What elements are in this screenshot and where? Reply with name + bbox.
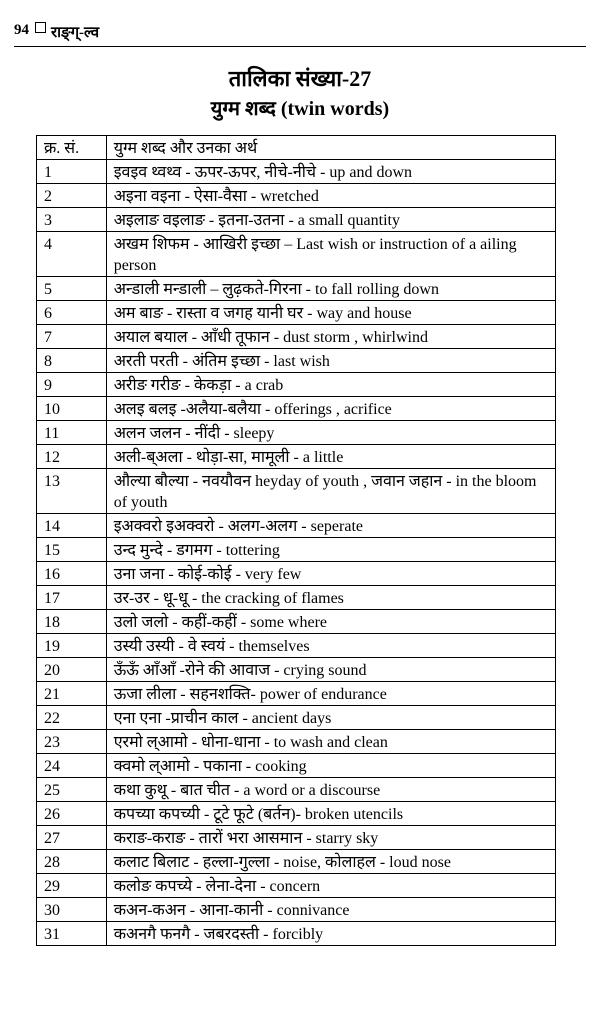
row-serial: 8 <box>37 349 107 373</box>
row-serial: 28 <box>37 850 107 874</box>
row-serial: 14 <box>37 514 107 538</box>
table-row <box>37 658 556 682</box>
row-serial: 10 <box>37 397 107 421</box>
row-serial: 17 <box>37 586 107 610</box>
table-subtitle: युग्म शब्द (twin words) <box>210 98 390 120</box>
table-row <box>37 445 556 469</box>
square-bullet-icon <box>35 22 46 33</box>
row-serial: 6 <box>37 301 107 325</box>
row-twin-word: एरमो ल्आमो - धोना-धाना - to wash and clean <box>106 730 555 754</box>
column-header-words: युग्म शब्द और उनका अर्थ <box>106 136 555 160</box>
table-row <box>37 706 556 730</box>
table-row <box>37 301 556 325</box>
table-row <box>37 922 556 946</box>
row-twin-word: कराङ-कराङ - तारों भरा आसमान - starry sky <box>106 826 555 850</box>
row-twin-word: उन्द मुन्दे - डगमग - tottering <box>106 538 555 562</box>
row-twin-word: अयाल बयाल - आँधी तूफान - dust storm , whirlwind <box>106 325 555 349</box>
row-serial: 19 <box>37 634 107 658</box>
row-twin-word: अइलाङ वइलाङ - इतना-उतना - a small quantity <box>106 208 555 232</box>
row-twin-word: अइना वइना - ऐसा-वैसा - wretched <box>106 184 555 208</box>
row-twin-word: कथा कुथू - बात चीत - a word or a discourse <box>106 778 555 802</box>
row-serial: 5 <box>37 277 107 301</box>
row-twin-word: अरीङ गरीङ - केकड़ा - a crab <box>106 373 555 397</box>
row-serial: 12 <box>37 445 107 469</box>
row-twin-word: अखम शिफम - आखिरी इच्छा – Last wish or instruction of a ailing person <box>106 232 555 277</box>
row-twin-word: कअनगै फनगै - जबरदस्ती - forcibly <box>106 922 555 946</box>
page-number: 94 <box>14 22 29 38</box>
table-row <box>37 325 556 349</box>
table-row <box>37 514 556 538</box>
row-twin-word: अली-ब्अला - थोड़ा-सा, मामूली - a little <box>106 445 555 469</box>
row-serial: 30 <box>37 898 107 922</box>
row-twin-word: कलोङ कपच्ये - लेना-देना - concern <box>106 874 555 898</box>
row-serial: 22 <box>37 706 107 730</box>
twin-words-table <box>36 135 556 946</box>
table-row <box>37 208 556 232</box>
row-serial: 7 <box>37 325 107 349</box>
row-serial: 23 <box>37 730 107 754</box>
table-row <box>37 754 556 778</box>
table-row <box>37 898 556 922</box>
table-row <box>37 586 556 610</box>
row-twin-word: अलन जलन - नींदी - sleepy <box>106 421 555 445</box>
row-twin-word: उलो जलो - कहीं-कहीं - some where <box>106 610 555 634</box>
book-title: राङ्ग्-ल्व <box>51 25 100 41</box>
row-twin-word: कलाट बिलाट - हल्ला-गुल्ला - noise, कोलाहल - loud nose <box>106 850 555 874</box>
row-serial: 11 <box>37 421 107 445</box>
table-row <box>37 421 556 445</box>
row-twin-word: कअन-कअन - आना-कानी - connivance <box>106 898 555 922</box>
row-serial: 27 <box>37 826 107 850</box>
table-titles <box>0 64 600 124</box>
row-serial: 31 <box>37 922 107 946</box>
table-row <box>37 349 556 373</box>
table-row <box>37 397 556 421</box>
table-row <box>37 682 556 706</box>
row-serial: 29 <box>37 874 107 898</box>
table-row <box>37 634 556 658</box>
table-body <box>37 160 556 946</box>
table-row <box>37 469 556 514</box>
table-caption: तालिका संख्या-27 <box>228 66 372 91</box>
table-row <box>37 184 556 208</box>
row-twin-word: अन्डाली मन्डाली – लुढ़कते-गिरना - to fall rolling down <box>106 277 555 301</box>
table-row <box>37 610 556 634</box>
row-serial: 25 <box>37 778 107 802</box>
row-twin-word: अम बाङ - रास्ता व जगह यानी घर - way and house <box>106 301 555 325</box>
row-serial: 21 <box>37 682 107 706</box>
row-serial: 4 <box>37 232 107 277</box>
row-twin-word: उना जना - कोई-कोई - very few <box>106 562 555 586</box>
row-serial: 16 <box>37 562 107 586</box>
row-serial: 24 <box>37 754 107 778</box>
table-row <box>37 373 556 397</box>
row-twin-word: उर-उर - धू-धू - the cracking of flames <box>106 586 555 610</box>
row-twin-word: ऊजा लीला - सहनशक्ति- power of endurance <box>106 682 555 706</box>
row-serial: 26 <box>37 802 107 826</box>
column-header-serial: क्र. सं. <box>37 136 107 160</box>
row-twin-word: ऊँऊँ आँआँ -रोने की आवाज - crying sound <box>106 658 555 682</box>
table-row <box>37 562 556 586</box>
row-twin-word: औल्या बौल्या - नवयौवन heyday of youth , जवान जहान - in the bloom of youth <box>106 469 555 514</box>
table-row <box>37 730 556 754</box>
row-serial: 9 <box>37 373 107 397</box>
row-serial: 18 <box>37 610 107 634</box>
row-serial: 3 <box>37 208 107 232</box>
row-serial: 20 <box>37 658 107 682</box>
row-twin-word: एना एना -प्राचीन काल - ancient days <box>106 706 555 730</box>
table-row <box>37 826 556 850</box>
row-serial: 13 <box>37 469 107 514</box>
table-row <box>37 874 556 898</box>
table-row <box>37 850 556 874</box>
row-serial: 1 <box>37 160 107 184</box>
row-twin-word: इवइव थ्वथ्व - ऊपर-ऊपर, नीचे-नीचे - up and down <box>106 160 555 184</box>
table-header-row <box>37 136 556 160</box>
table-row <box>37 277 556 301</box>
row-twin-word: अलइ बलइ -अलैया-बलैया - offerings , acrifice <box>106 397 555 421</box>
row-serial: 15 <box>37 538 107 562</box>
row-twin-word: कपच्या कपच्यी - टूटे फूटे (बर्तन)- broken utencils <box>106 802 555 826</box>
table-row <box>37 160 556 184</box>
table-row <box>37 538 556 562</box>
table-row <box>37 778 556 802</box>
table-row <box>37 232 556 277</box>
table-row <box>37 802 556 826</box>
row-serial: 2 <box>37 184 107 208</box>
row-twin-word: उस्यी उस्यी - वे स्वयं - themselves <box>106 634 555 658</box>
running-header <box>14 22 586 47</box>
row-twin-word: क्वमो ल्आमो - पकाना - cooking <box>106 754 555 778</box>
row-twin-word: अरती परती - अंतिम इच्छा - last wish <box>106 349 555 373</box>
row-twin-word: इअक्वरो इअक्वरो - अलग-अलग - seperate <box>106 514 555 538</box>
